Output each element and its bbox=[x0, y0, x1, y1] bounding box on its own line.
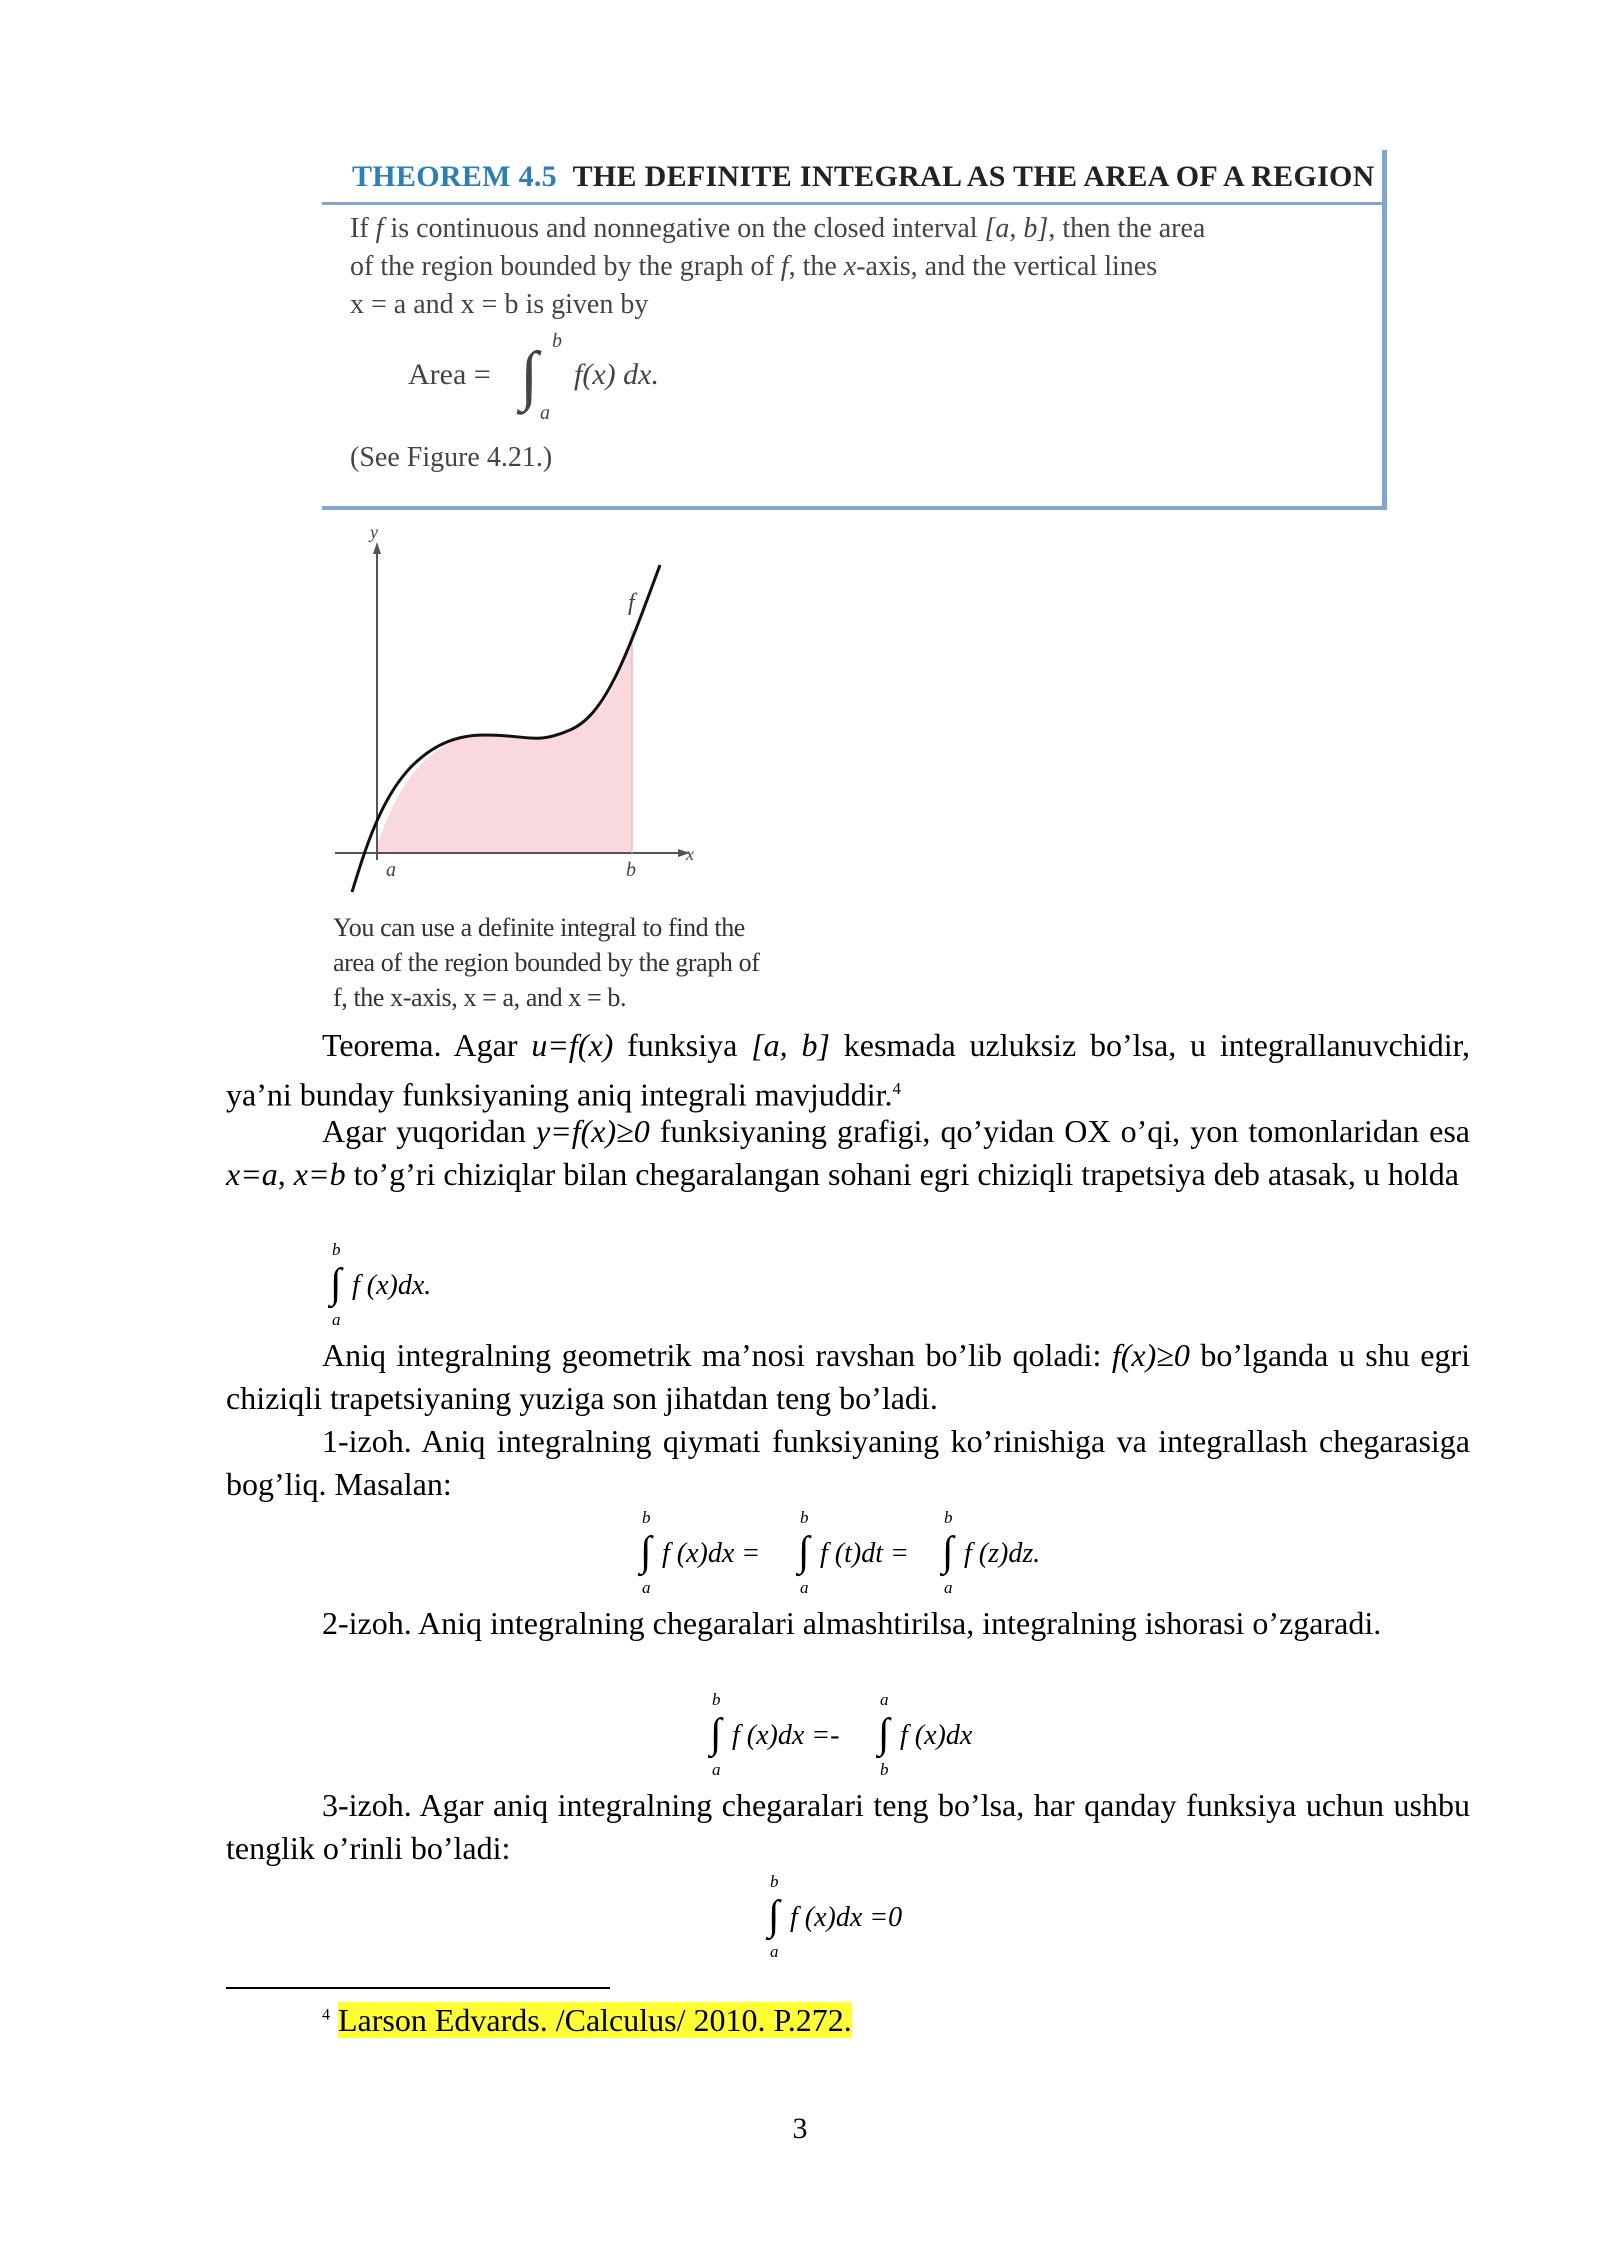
integral-equation-3: b ∫ f (x)dx =- a a ∫ f (x)dx b bbox=[710, 1690, 973, 1779]
see-figure: (See Figure 4.21.) bbox=[350, 442, 553, 473]
theorem-line-3: x = a and x = b is given by bbox=[350, 289, 649, 320]
theorem-number: THEOREM 4.5 bbox=[352, 160, 557, 193]
footnote-ref: 4 bbox=[892, 1079, 902, 1098]
theorem-box bbox=[322, 150, 1387, 510]
f-label: f bbox=[628, 590, 635, 616]
paragraph-trapezoid: Agar yuqoridan y=f(x)≥0 funksiyaning grafigi, qo’yidan OX o’qi, yon tomonlaridan esa x=a, x=b to’g’ri chiziqlar bilan chegaralangan sohani egri chiziqli trapetsiya deb atasak, u holda bbox=[226, 1113, 1471, 1192]
y-axis-arrow bbox=[373, 542, 381, 554]
theorem-body bbox=[350, 210, 1350, 324]
theorem-title: THE DEFINITE INTEGRAL AS THE AREA OF A REGION bbox=[572, 160, 1375, 193]
paragraph-remark-1: 1-izoh. Aniq integralning qiymati funksiyaning ko’rinishiga va integrallash chegarasiga bog’liq. Masalan: bbox=[226, 1423, 1470, 1502]
paragraph-remark-2: 2-izoh. Aniq integralning chegaralari almashtirilsa, integralning ishorasi o’zgaradi. bbox=[322, 1605, 1382, 1641]
theorem-divider bbox=[322, 202, 1382, 205]
shaded-region bbox=[375, 630, 632, 853]
b-label: b bbox=[626, 859, 636, 881]
y-axis-label: y bbox=[370, 522, 378, 542]
integral-equation-4: b ∫ f (x)dx =0 a bbox=[768, 1872, 903, 1961]
upper-limit: b bbox=[552, 330, 562, 352]
page-number: 3 bbox=[792, 2112, 808, 2145]
integral-equation-1: b ∫ f (x)dx. a bbox=[330, 1240, 432, 1329]
footnote-text: Larson Edvards. /Calculus/ 2010. P.272. bbox=[338, 2002, 852, 2038]
footnote-rule bbox=[226, 1987, 610, 1989]
figure-caption: You can use a definite integral to find the area of the region bounded by the graph of f, the x-axis, x = a, and x = b. bbox=[333, 913, 760, 1012]
footnote-mark: 4 bbox=[322, 2006, 330, 2024]
paragraph-remark-3: 3-izoh. Agar aniq integralning chegaralari teng bo’lsa, har qanday funksiya uchun ushbu tenglik o’rinli bo’ladi: bbox=[226, 1787, 1470, 1866]
x-axis-label: x bbox=[686, 844, 694, 864]
footnote bbox=[322, 2002, 852, 2039]
integrand: f(x) dx. bbox=[574, 358, 659, 391]
area-figure bbox=[320, 520, 740, 900]
theorem-header bbox=[352, 160, 1375, 194]
lower-limit: a bbox=[540, 402, 550, 424]
paragraph-theorem: Teorema. Agar u=f(x) funksiya [a, b] kesmada uzluksiz bo’lsa, u integrallanuvchidir, ya’ni bunday funksiyaning aniq integrali mavjuddir.$^4$ bbox=[226, 1027, 1471, 1113]
theorem-line-2: of the region bounded by the graph of f, the x-axis, and the vertical lines bbox=[350, 251, 1158, 282]
area-label: Area = bbox=[408, 358, 491, 391]
a-label: a bbox=[386, 859, 396, 881]
integral-equation-2: b ∫ f (x)dx = a b ∫ f (t)dt = a b ∫ f (z)dz. a bbox=[640, 1508, 1041, 1597]
integral-sign: ∫ bbox=[520, 339, 539, 412]
theorem-line-1: If f is continuous and nonnegative on the closed interval [a, b], then the area bbox=[350, 213, 1206, 244]
paragraph-geometric-meaning: Aniq integralning geometrik ma’nosi ravshan bo’lib qoladi: f(x)≥0 bo’lganda u shu egri chiziqli trapetsiyaning yuziga son jihatdan teng bo’ladi. bbox=[226, 1337, 1471, 1416]
